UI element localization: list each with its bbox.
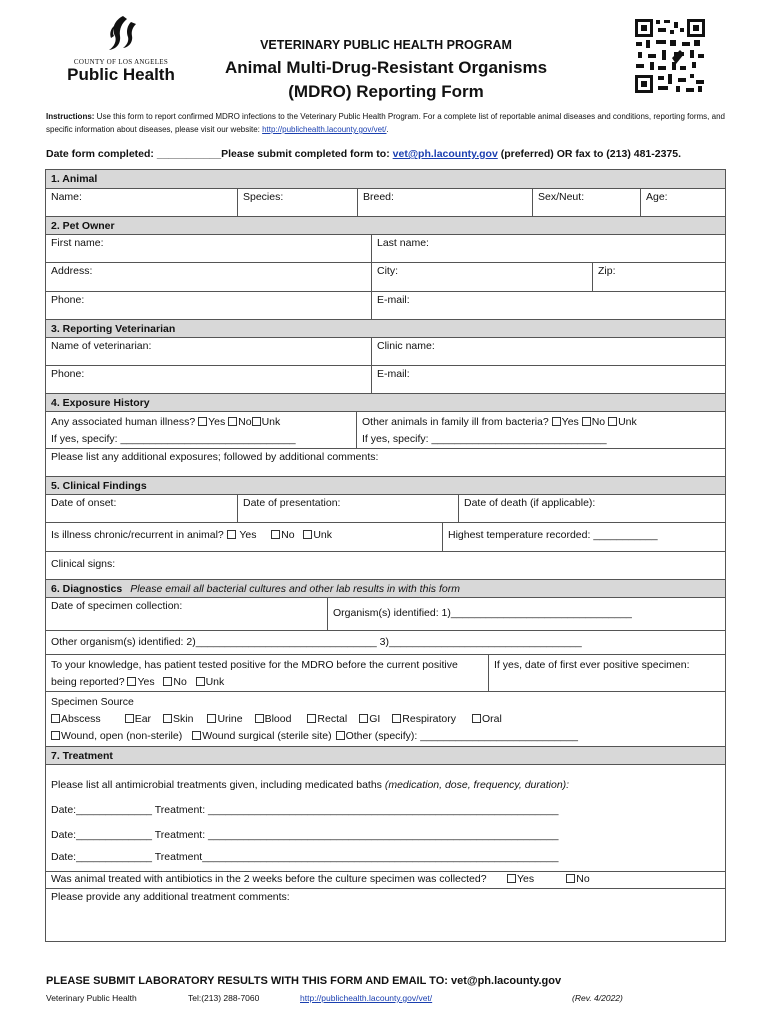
logo-mark-icon: [101, 14, 141, 56]
no-label: No: [173, 676, 187, 688]
human-illness-label: Any associated human illness?: [51, 416, 199, 428]
treatment-intro-italic: (medication, dose, frequency, duration):: [384, 779, 570, 791]
specimen-source-urine-checkbox[interactable]: [207, 714, 216, 723]
human-illness-no-checkbox[interactable]: [228, 417, 237, 426]
clinical-signs-row: [46, 551, 725, 579]
specimen-source-label: Abscess: [61, 713, 101, 725]
footer-url-link[interactable]: http://publichealth.lacounty.gov/vet/: [300, 993, 433, 1003]
yes-label: Yes: [137, 676, 155, 688]
owner-address-row: [46, 262, 725, 291]
antibiotics-question: [46, 872, 725, 888]
specimen-source-label: Ear: [134, 713, 152, 725]
prior-positive-question: [46, 655, 488, 691]
chronic-no-checkbox[interactable]: [271, 530, 280, 539]
specimen-source-label: Specimen Source: [51, 696, 134, 708]
reporting-form: [45, 169, 726, 942]
specimen-source-label: GI: [369, 713, 381, 725]
treatment-intro: [51, 773, 720, 798]
vet-phone-field[interactable]: Phone:: [51, 368, 85, 380]
prior-positive-yes-checkbox[interactable]: [127, 677, 136, 686]
specimen-source-oral-checkbox[interactable]: [472, 714, 481, 723]
prior-positive-label: To your knowledge, has patient tested positive for the MDRO before the current positive being reported?: [51, 659, 458, 688]
treatment-comments-field[interactable]: Please provide any additional treatment comments:: [51, 891, 290, 903]
specimen-source-label: Wound surgical (sterile site): [202, 730, 332, 742]
specimen-source-wound-surgical-sterile-site-checkbox[interactable]: [192, 731, 201, 740]
animal-illness-specify-field[interactable]: If yes, specify: ______________________________: [362, 433, 607, 445]
specimen-source-ear-checkbox[interactable]: [125, 714, 134, 723]
section-diagnostics-header: [46, 579, 725, 597]
footer-submit-note: PLEASE SUBMIT LABORATORY RESULTS WITH THIS FORM AND EMAIL TO: vet@ph.lacounty.gov: [46, 975, 562, 987]
unk-label: Unk: [313, 529, 332, 541]
date-submit-line: [46, 148, 736, 160]
specimen-source-abscess-checkbox[interactable]: [51, 714, 60, 723]
specimen-collection-row: [46, 597, 725, 630]
animal-sex-field[interactable]: Sex/Neut:: [532, 189, 640, 216]
human-illness-unk-checkbox[interactable]: [252, 417, 261, 426]
antibiotics-yes-checkbox[interactable]: [507, 874, 516, 883]
antibiotics-no-checkbox[interactable]: [566, 874, 575, 883]
chronic-question: [46, 523, 442, 551]
antibiotics-row: [46, 871, 725, 888]
owner-last-name-field[interactable]: Last name:: [371, 235, 725, 262]
additional-exposures-field[interactable]: Please list any additional exposures; followed by additional comments:: [51, 451, 379, 463]
page-subtitle: (MDRO) Reporting Form: [288, 82, 484, 101]
animal-breed-field[interactable]: Breed:: [357, 189, 532, 216]
vet-contact-row: [46, 365, 725, 393]
la-county-logo: [66, 14, 176, 96]
specimen-source-label: Oral: [481, 713, 502, 725]
onset-date-field[interactable]: Date of onset:: [51, 497, 117, 509]
treatment-line-3[interactable]: Date:_____________ Treatment_____________________________________________________________: [51, 851, 559, 863]
specimen-source-label: Blood: [264, 713, 292, 725]
specimen-source-label: Other (specify): ___________________________: [345, 730, 578, 742]
section-vet-header: 3. Reporting Veterinarian: [46, 319, 725, 337]
specimen-source-rectal-checkbox[interactable]: [307, 714, 316, 723]
treatment-comments-row: [46, 888, 725, 941]
antibiotics-label: Was animal treated with antibiotics in the 2 weeks before the culture specimen was collected?: [51, 873, 487, 885]
qr-code-icon[interactable]: [634, 18, 706, 94]
no-label: No: [591, 416, 606, 428]
clinical-signs-field[interactable]: Clinical signs:: [51, 558, 116, 570]
section-owner-header: 2. Pet Owner: [46, 216, 725, 234]
treatment-list-block: [46, 764, 725, 871]
page-title: Animal Multi-Drug-Resistant Organisms: [224, 58, 548, 77]
section-exposure-header: 4. Exposure History: [46, 393, 725, 411]
instructions: [46, 110, 726, 136]
instructions-label: Instructions:: [46, 112, 95, 121]
exposure-row: [46, 411, 725, 448]
chronic-unk-checkbox[interactable]: [303, 530, 312, 539]
animal-species-field[interactable]: Species:: [237, 189, 357, 216]
specimen-source-wound-open-non-sterile-checkbox[interactable]: [51, 731, 60, 740]
animal-row: [46, 188, 725, 216]
other-organisms-field[interactable]: Other organism(s) identified: 2)_______________________________ 3)_________________________________: [51, 636, 582, 648]
specimen-source-respiratory-checkbox[interactable]: [392, 714, 401, 723]
page-header: [0, 0, 770, 110]
no-label: No: [576, 873, 590, 885]
section-treatment-header: 7. Treatment: [46, 746, 725, 764]
no-label: No: [281, 529, 295, 541]
public-health-label: Public Health: [67, 65, 175, 84]
first-positive-date-field[interactable]: If yes, date of first ever positive specimen:: [488, 655, 725, 691]
submit-text: Please submit completed form to:: [221, 148, 393, 160]
owner-first-name-field[interactable]: First name:: [51, 237, 104, 249]
owner-contact-row: [46, 291, 725, 319]
prior-positive-unk-checkbox[interactable]: [196, 677, 205, 686]
specimen-source-skin-checkbox[interactable]: [163, 714, 172, 723]
section-clinical-header: 5. Clinical Findings: [46, 476, 725, 494]
owner-phone-field[interactable]: Phone:: [51, 294, 85, 306]
specimen-source-label: Wound, open (non-sterile): [61, 730, 183, 742]
animal-name-field[interactable]: Name:: [51, 191, 82, 203]
owner-name-row: [46, 234, 725, 262]
prior-positive-no-checkbox[interactable]: [163, 677, 172, 686]
instructions-text: Use this form to report confirmed MDRO infections to the Veterinary Public Health Program. For a complete list of reportable animal diseases and conditions, reporting forms, and specific information about diseases, please visit our website:: [46, 112, 725, 134]
specimen-source-row: [46, 691, 725, 746]
human-illness-specify-field[interactable]: If yes, specify: ______________________________: [51, 433, 296, 445]
yes-label: Yes: [236, 529, 257, 541]
vet-email-field[interactable]: E-mail:: [371, 366, 725, 393]
chronic-label: Is illness chronic/recurrent in animal?: [51, 529, 227, 541]
unk-label: Unk: [618, 416, 637, 428]
animal-age-field[interactable]: Age:: [640, 189, 725, 216]
yes-label: Yes: [208, 416, 226, 428]
specimen-source-label: Respiratory: [402, 713, 456, 725]
specimen-source-gi-checkbox[interactable]: [359, 714, 368, 723]
owner-zip-field[interactable]: Zip:: [592, 263, 725, 291]
footer-tel: Tel:(213) 288-7060: [188, 993, 260, 1003]
treatment-intro-text: Please list all antimicrobial treatments given, including medicated baths: [51, 779, 385, 791]
additional-exposure-row: [46, 448, 725, 476]
instructions-end: .: [386, 125, 389, 134]
submit-fax-text: (preferred) OR fax to (213) 481-2375.: [497, 148, 682, 160]
human-illness-question: [46, 412, 356, 448]
highest-temperature-field[interactable]: Highest temperature recorded: ___________: [442, 523, 725, 551]
date-completed-field[interactable]: Date form completed: ___________: [46, 148, 222, 160]
diagnostics-note: Please email all bacterial cultures and other lab results in with this form: [130, 583, 460, 595]
specimen-source-label: Skin: [173, 713, 194, 725]
unk-label: Unk: [205, 676, 225, 688]
prior-positive-row: [46, 654, 725, 691]
no-label: No: [238, 416, 252, 428]
animal-illness-question: [356, 412, 725, 448]
owner-address-field[interactable]: Address:: [51, 265, 93, 277]
animal-illness-label: Other animals in family ill from bacteria?: [362, 416, 552, 428]
clinical-chronic-row: [46, 522, 725, 551]
website-link[interactable]: http://publichealth.lacounty.gov/vet/: [262, 125, 387, 134]
vet-name-field[interactable]: Name of veterinarian:: [51, 340, 152, 352]
specimen-source-label: Urine: [217, 713, 243, 725]
specimen-source-blood-checkbox[interactable]: [255, 714, 264, 723]
treatment-line-1[interactable]: Date:_____________ Treatment: ____________________________________________________________: [51, 804, 559, 816]
unk-label: Unk: [261, 416, 281, 428]
footer-org: Veterinary Public Health: [46, 993, 137, 1003]
human-illness-yes-checkbox[interactable]: [198, 417, 207, 426]
other-organisms-row: [46, 630, 725, 654]
organism-1-field[interactable]: Organism(s) identified: 1)_______________________________: [327, 598, 725, 630]
death-date-field[interactable]: Date of death (if applicable):: [458, 495, 725, 522]
animal-illness-yes-checkbox[interactable]: [552, 417, 561, 426]
diagnostics-title: 6. Diagnostics: [51, 583, 123, 595]
section-animal-header: 1. Animal: [46, 170, 725, 188]
specimen-source-group: [46, 692, 725, 746]
vet-name-row: [46, 337, 725, 365]
vet-clinic-field[interactable]: Clinic name:: [371, 338, 725, 365]
owner-city-field[interactable]: City:: [371, 263, 592, 291]
clinical-dates-row: [46, 494, 725, 522]
animal-illness-no-checkbox[interactable]: [582, 417, 591, 426]
submit-email-link[interactable]: vet@ph.lacounty.gov: [392, 148, 498, 160]
program-name: VETERINARY PUBLIC HEALTH PROGRAM: [260, 38, 512, 52]
animal-illness-unk-checkbox[interactable]: [608, 417, 617, 426]
county-label: COUNTY OF LOS ANGELES: [73, 58, 169, 66]
presentation-date-field[interactable]: Date of presentation:: [237, 495, 458, 522]
treatment-line-2[interactable]: Date:_____________ Treatment: ____________________________________________________________: [51, 829, 559, 841]
yes-label: Yes: [561, 416, 579, 428]
specimen-source-options-row1: [51, 713, 502, 725]
specimen-source-other-specify-checkbox[interactable]: [336, 731, 345, 740]
specimen-collection-date-field[interactable]: Date of specimen collection:: [51, 600, 183, 612]
footer-revision: (Rev. 4/2022): [572, 993, 623, 1003]
owner-email-field[interactable]: E-mail:: [371, 292, 725, 319]
specimen-source-label: Rectal: [317, 713, 348, 725]
specimen-source-options-row2: [51, 730, 578, 742]
chronic-yes-checkbox[interactable]: [227, 530, 236, 539]
yes-label: Yes: [517, 873, 535, 885]
